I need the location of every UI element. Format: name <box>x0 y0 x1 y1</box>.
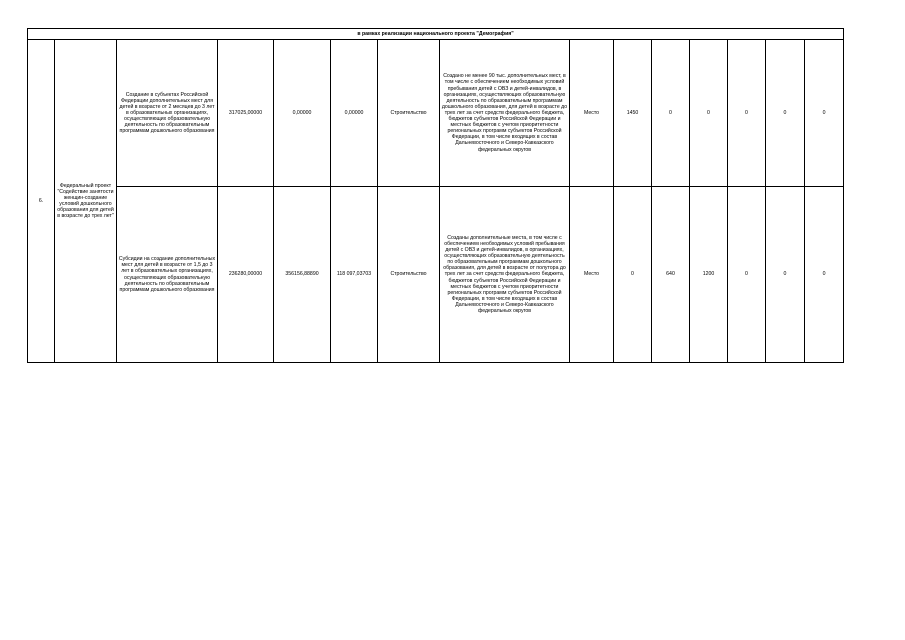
value-cell: 0 <box>728 187 766 363</box>
table-row <box>28 187 844 363</box>
amount-cell: 118 097,03703 <box>331 187 378 363</box>
program-table <box>27 28 844 363</box>
value-cell: 0 <box>766 40 805 187</box>
activity-cell: Субсидии на создание дополнительных мест для детей в возрасте от 1,5 до 3 лет в образовательных организациях, осуществляющих образовательную деятельность по образовательным программам дошкольного образования <box>117 187 218 363</box>
value-cell: 1200 <box>690 187 728 363</box>
result-cell: Созданы дополнительные места, в том числе с обеспечением необходимых условий пребывания детей с ОВЗ и детей-инвалидов, в организациях, осуществляющих образовательную деятельность по образовательным программам дошкольного образования, для детей в возрасте от полутора до трех лет за счет средств федерального бюджета, бюджетов субъектов Российской Федерации и местных бюджетов с учетом приоритетности региональных программ субъектов Российской Федерации, в том числе входящих в состав Дальневосточного и Северо-Кавказского федеральных округов <box>440 187 570 363</box>
amount-cell: 317025,00000 <box>218 40 274 187</box>
row-number: 6. <box>28 40 55 363</box>
document-page <box>27 28 843 363</box>
result-cell: Создано не менее 90 тыс. дополнительных мест, в том числе с обеспечением необходимых условий пребывания детей с ОВЗ и детей-инвалидов, в организациях, осуществляющих образовательную деятельность по образовательным программам дошкольного образования, для детей в возрасте до трех лет за счет средств федерального бюджета, бюджетов субъектов Российской Федерации и местных бюджетов с учетом приоритетности региональных программ субъектов Российской Федерации, в том числе входящих в состав Дальневосточного и Северо-Кавказского федеральных округов <box>440 40 570 187</box>
work-type-cell: Строительство <box>378 187 440 363</box>
amount-cell: 0,00000 <box>274 40 331 187</box>
table-header-row <box>28 29 844 40</box>
section-title: в рамках реализации национального проекта "Демография" <box>28 29 844 40</box>
activity-cell: Создание в субъектах Российской Федерации дополнительных мест для детей в возрасте от 2 месяцев до 3 лет в образовательных организациях, осуществляющих образовательную деятельность по образовательным программам дошкольного образования <box>117 40 218 187</box>
value-cell: 640 <box>652 187 690 363</box>
unit-cell: Место <box>570 40 614 187</box>
value-cell: 0 <box>652 40 690 187</box>
value-cell: 0 <box>766 187 805 363</box>
project-name: Федеральный проект "Содействие занятости женщин-создание условий дошкольного образования для детей в возрасте до трех лет" <box>55 40 117 363</box>
value-cell: 0 <box>614 187 652 363</box>
amount-cell: 236280,00000 <box>218 187 274 363</box>
value-cell: 0 <box>728 40 766 187</box>
table-row <box>28 40 844 187</box>
value-cell: 0 <box>690 40 728 187</box>
value-cell: 1450 <box>614 40 652 187</box>
amount-cell: 356156,88890 <box>274 187 331 363</box>
work-type-cell: Строительство <box>378 40 440 187</box>
unit-cell: Место <box>570 187 614 363</box>
value-cell: 0 <box>805 40 844 187</box>
amount-cell: 0,00000 <box>331 40 378 187</box>
value-cell: 0 <box>805 187 844 363</box>
